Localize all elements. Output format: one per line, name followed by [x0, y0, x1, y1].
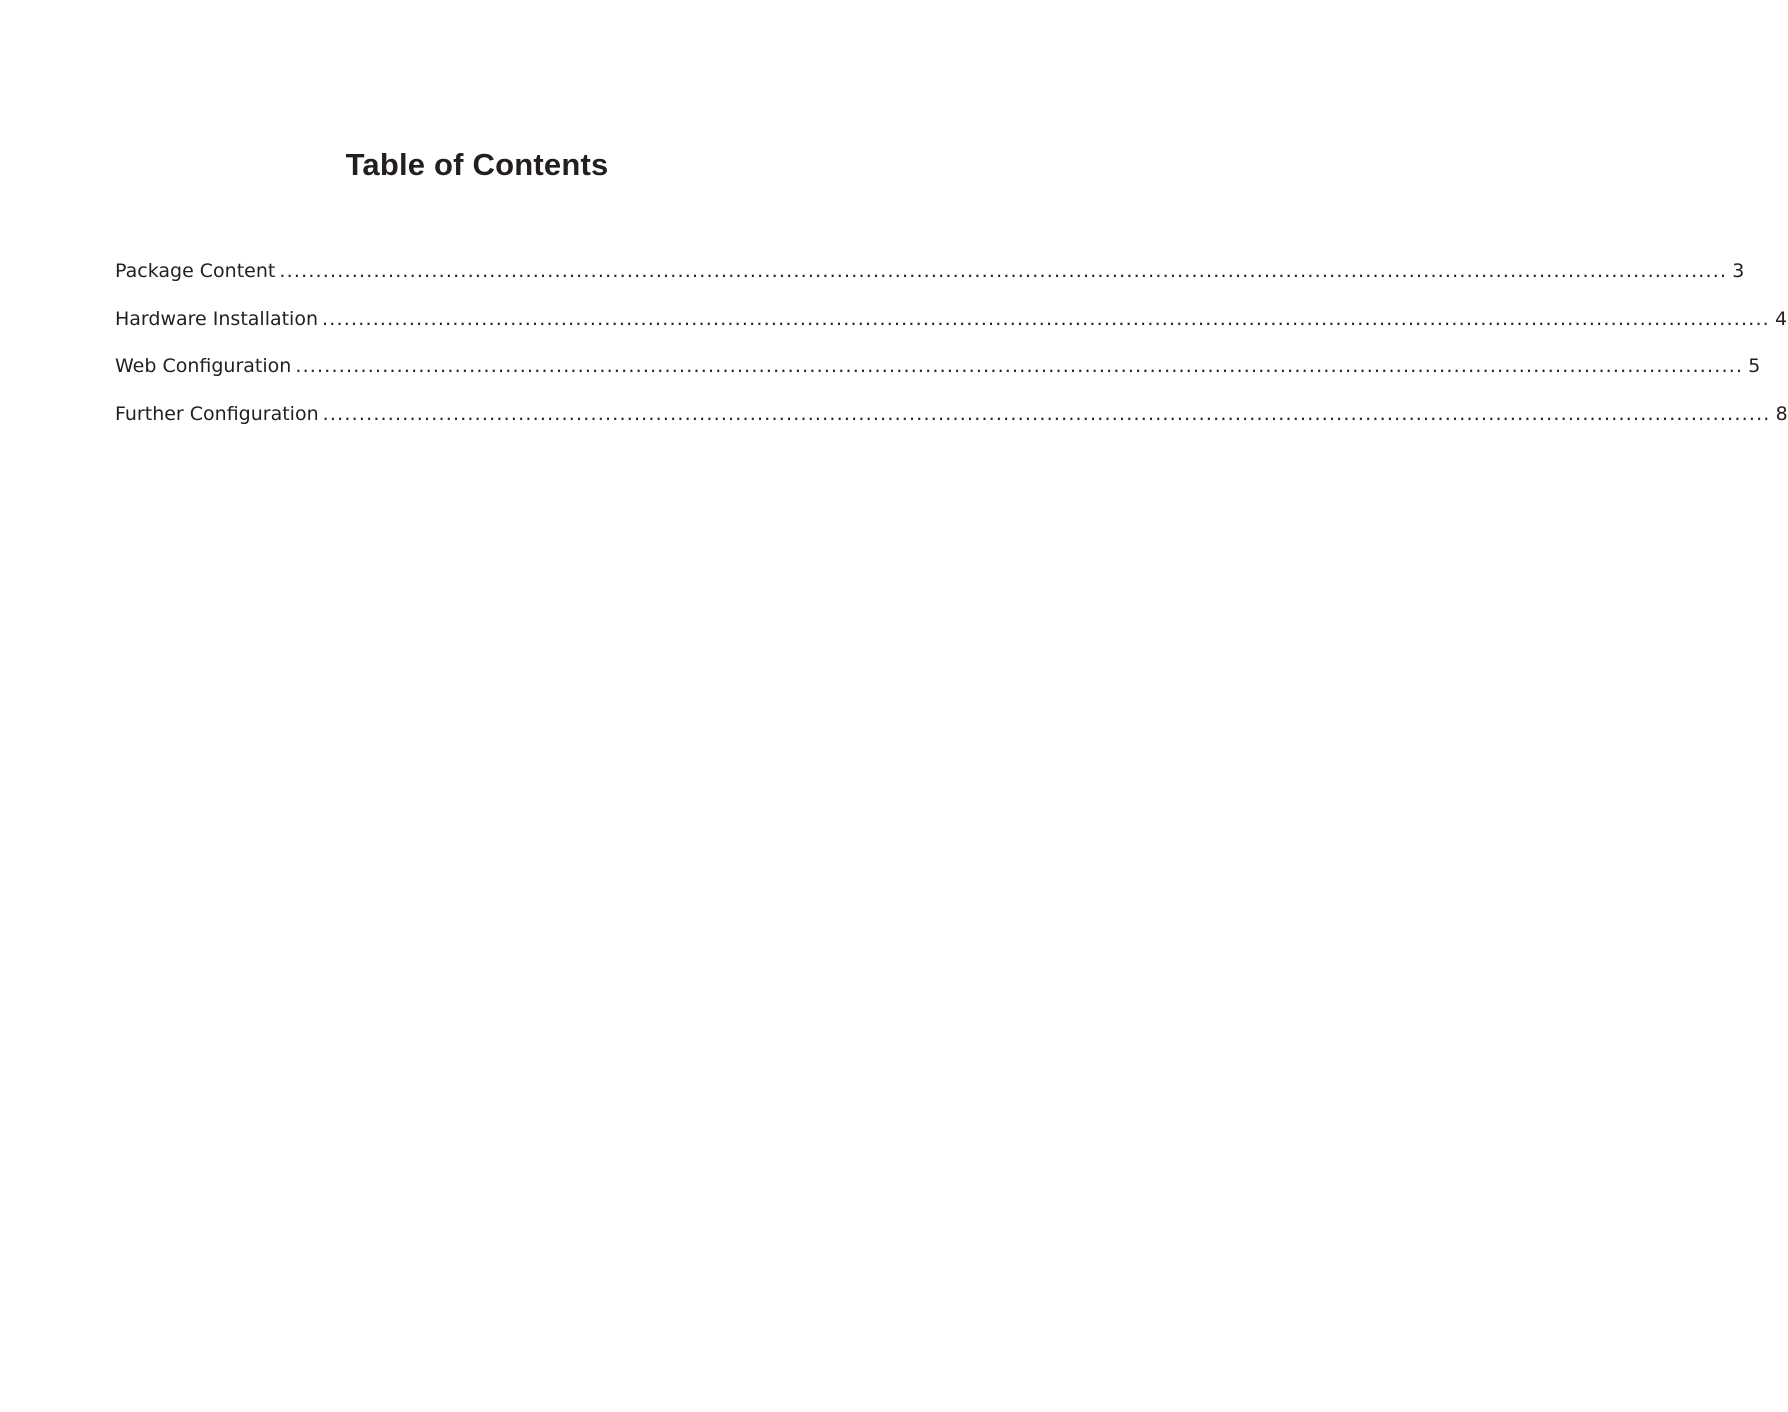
toc-entry-label: Package Content [115, 260, 276, 282]
toc-entry-hardware-installation[interactable] [115, 304, 1788, 334]
toc-dot-leader: ........................................................................................................................................................................................................ [322, 307, 1770, 330]
toc-entry-label: Web Configuration [115, 355, 292, 378]
toc-page-number: 5 [1748, 355, 1761, 378]
toc-page-number: 3 [1732, 260, 1745, 282]
toc-entry-web-configuration[interactable] [115, 351, 1761, 381]
toc-dot-leader: ........................................................................................................................................................................................................ [322, 402, 1771, 425]
toc-entry-package-content[interactable] [115, 256, 1745, 286]
toc-dot-leader: ........................................................................................................................................................................................................ [279, 260, 1728, 282]
table-of-contents [115, 256, 1788, 446]
toc-entry-label: Further Configuration [115, 402, 319, 425]
toc-page-number: 4 [1774, 307, 1788, 330]
page-title: Table of Contents [345, 147, 609, 182]
toc-entry-further-configuration[interactable] [115, 399, 1788, 429]
toc-entry-label: Hardware Installation [115, 307, 319, 330]
toc-dot-leader: ........................................................................................................................................................................................................ [295, 355, 1744, 378]
toc-page-number: 8 [1775, 402, 1788, 425]
